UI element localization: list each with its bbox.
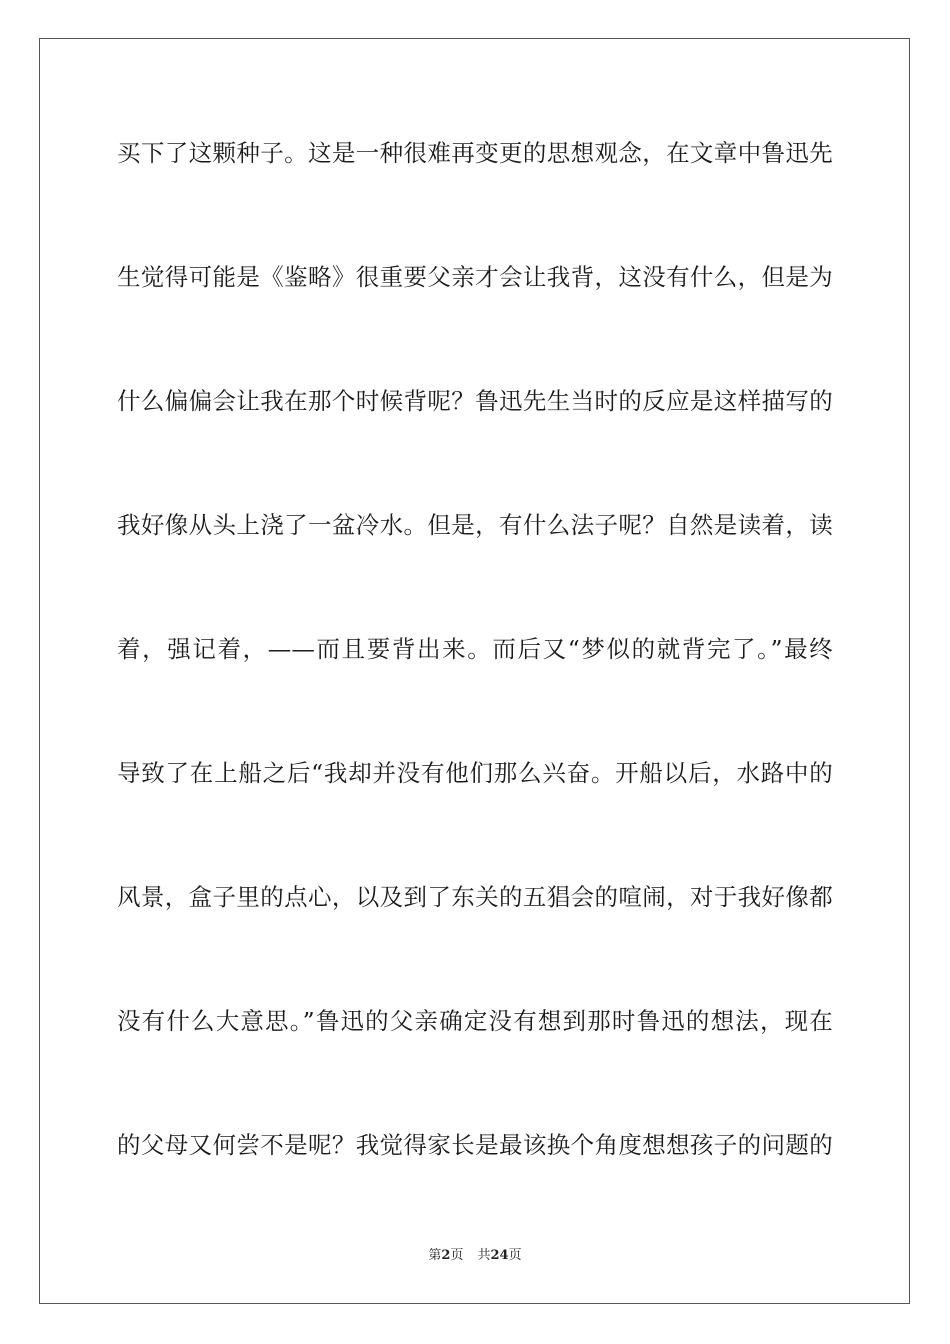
text-line: 的父母又何尝不是呢？我觉得家长是最该换个角度想想孩子的问题的 (117, 1131, 833, 1159)
text-line: 没有什么大意思。”鲁迅的父亲确定没有想到那时鲁迅的想法，现在 (117, 1007, 833, 1035)
text-line: 风景，盒子里的点心，以及到了东关的五猖会的喧闹，对于我好像都 (117, 883, 833, 911)
total-pages: 24 (490, 1248, 509, 1263)
text-line: 导致了在上船之后“我却并没有他们那么兴奋。开船以后，水路中的 (117, 759, 833, 787)
total-label-suffix: 页 (508, 1248, 522, 1263)
text-line: 生觉得可能是《鉴略》很重要父亲才会让我背，这没有什么，但是为 (117, 263, 833, 291)
page-border (39, 38, 910, 1304)
page-number: 2 (441, 1248, 451, 1263)
text-line: 我好像从头上浇了一盆冷水。但是，有什么法子呢？自然是读着，读 (117, 511, 833, 539)
page-label-prefix: 第 (428, 1248, 442, 1263)
page-label-suffix: 页 (450, 1248, 464, 1263)
text-line: 什么偏偏会让我在那个时候背呢？鲁迅先生当时的反应是这样描写的 (117, 387, 833, 415)
total-label-prefix: 共 (477, 1248, 491, 1263)
text-line: 着，强记着，——而且要背出来。而后又“梦似的就背完了。”最终 (117, 635, 833, 663)
page-footer (0, 1247, 950, 1265)
text-line: 买下了这颗种子。这是一种很难再变更的思想观念，在文章中鲁迅先 (117, 139, 833, 167)
